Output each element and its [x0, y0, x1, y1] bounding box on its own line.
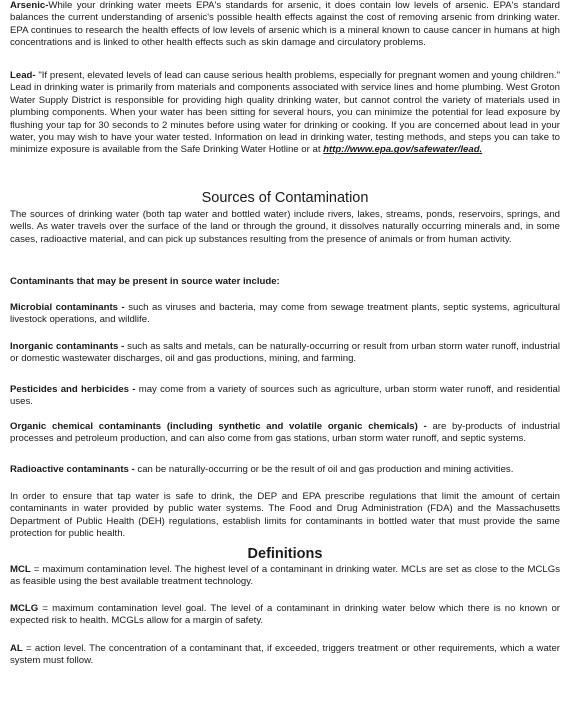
lead-text: "If present, elevated levels of lead can cause serious health problems, especially for pregnant women and young children." Lead in drinking water is primarily from materials and components associated with service lines and home plumbing. West Groton Water Supply District is responsible for providing high quality drinking water, but cannot control the variety of materials used in plumbing components. When your water has been sitting for several hours, you can minimize the potential for lead exposure by flushing your tap for 30 seconds to 2 minutes before using water for drinking or cooking. If you are concerned about lead in your water, you may wish to have your water tested. Information on lead in drinking water, testing methods, and steps you can take to minimize exposure is available from the Safe Drinking Water Hotline or at [10, 70, 560, 156]
contaminant-term: Organic chemical contaminants (including synthetic and volatile organic chemicals) - [10, 421, 427, 432]
sources-intro: The sources of drinking water (both tap water and bottled water) include rivers, lakes, streams, ponds, reservoirs, springs, and wells. As water travels over the surface of the land or through the ground, it dissolves naturally occurring minerals and, in some cases, radioactive material, and can pick up substances resulting from the presence of animals or from human activity. [10, 209, 560, 245]
definition-term: MCLG [10, 603, 39, 614]
definitions-heading: Definitions [247, 546, 323, 562]
contaminant-term: Inorganic contaminants - [10, 341, 125, 352]
definition-text: = action level. The concentration of a contaminant that, if exceeded, triggers treatment or other requirements, which a water system must follow. [10, 643, 560, 667]
contaminant-item-organic [10, 421, 560, 446]
sources-closing: In order to ensure that tap water is safe to drink, the DEP and EPA prescribe regulations that limit the amount of certain contaminants in water provided by public water systems. The Food and Drug Administration (FDA) and the Massachusetts Department of Public Health (DEH) regulations, establish limits for contaminants in bottled water that must provide the same protection for public health. [10, 491, 560, 540]
contaminants-list-heading: Contaminants that may be present in source water include: [10, 276, 280, 287]
contaminant-text: are by-products of industrial processes and petroleum production, and can also come from gas stations, urban storm water runoff, and septic systems. [10, 421, 561, 445]
contaminant-item-pesticides [10, 384, 560, 409]
sources-heading: Sources of Contamination [201, 190, 369, 206]
contaminant-text: such as salts and metals, can be naturally-occurring or result from urban storm water runoff, industrial or domestic wastewater discharges, oil and gas productions, mining, and farming. [10, 341, 560, 365]
contaminant-text: such as viruses and bacteria, may come from sewage treatment plants, septic systems, agricultural livestock operations, and wildlife. [10, 302, 560, 326]
contaminant-item-microbial [10, 302, 560, 327]
arsenic-paragraph [10, 0, 560, 50]
definition-text: = maximum contamination level goal. The level of a contaminant in drinking water below which there is no known or expected risk to health. MCGLs allow for a margin of safety. [10, 603, 560, 627]
definition-mclg [10, 603, 560, 628]
definition-text: = maximum contamination level. The highest level of a contaminant in drinking water. MCLs are set as close to the MCLGs as feasible using the best available treatment technology. [10, 564, 560, 588]
definition-term: MCL [10, 564, 31, 575]
contaminant-item-radioactive [10, 464, 560, 476]
contaminant-term: Microbial contaminants - [10, 302, 125, 313]
contaminant-term: Radioactive contaminants - [10, 464, 135, 475]
definition-term: AL [10, 643, 23, 654]
contaminant-text: may come from a variety of sources such as agriculture, urban storm water runoff, and residential uses. [10, 384, 560, 408]
epa-lead-link[interactable]: http://www.epa.gov/safewater/lead. [323, 144, 483, 156]
contaminant-item-inorganic [10, 341, 560, 366]
arsenic-text: While your drinking water meets EPA's standards for arsenic, it does contain low levels of arsenic. EPA's standard balances the current understanding of arsenic's possible health effects against the cost of removing arsenic from drinking water. EPA continues to research the health effects of low levels of arsenic which is a mineral known to cause cancer in humans at high concentrations and is linked to other health effects such as skin damage and circulatory problems. [10, 0, 560, 49]
contaminant-text: can be naturally-occurring or be the result of oil and gas production and mining activities. [134, 464, 514, 475]
contaminant-term: Pesticides and herbicides - [10, 384, 136, 395]
lead-paragraph [10, 70, 560, 157]
definition-mcl [10, 564, 560, 589]
definition-al [10, 643, 560, 668]
arsenic-term: Arsenic- [10, 0, 49, 11]
lead-term: Lead- [10, 70, 36, 81]
